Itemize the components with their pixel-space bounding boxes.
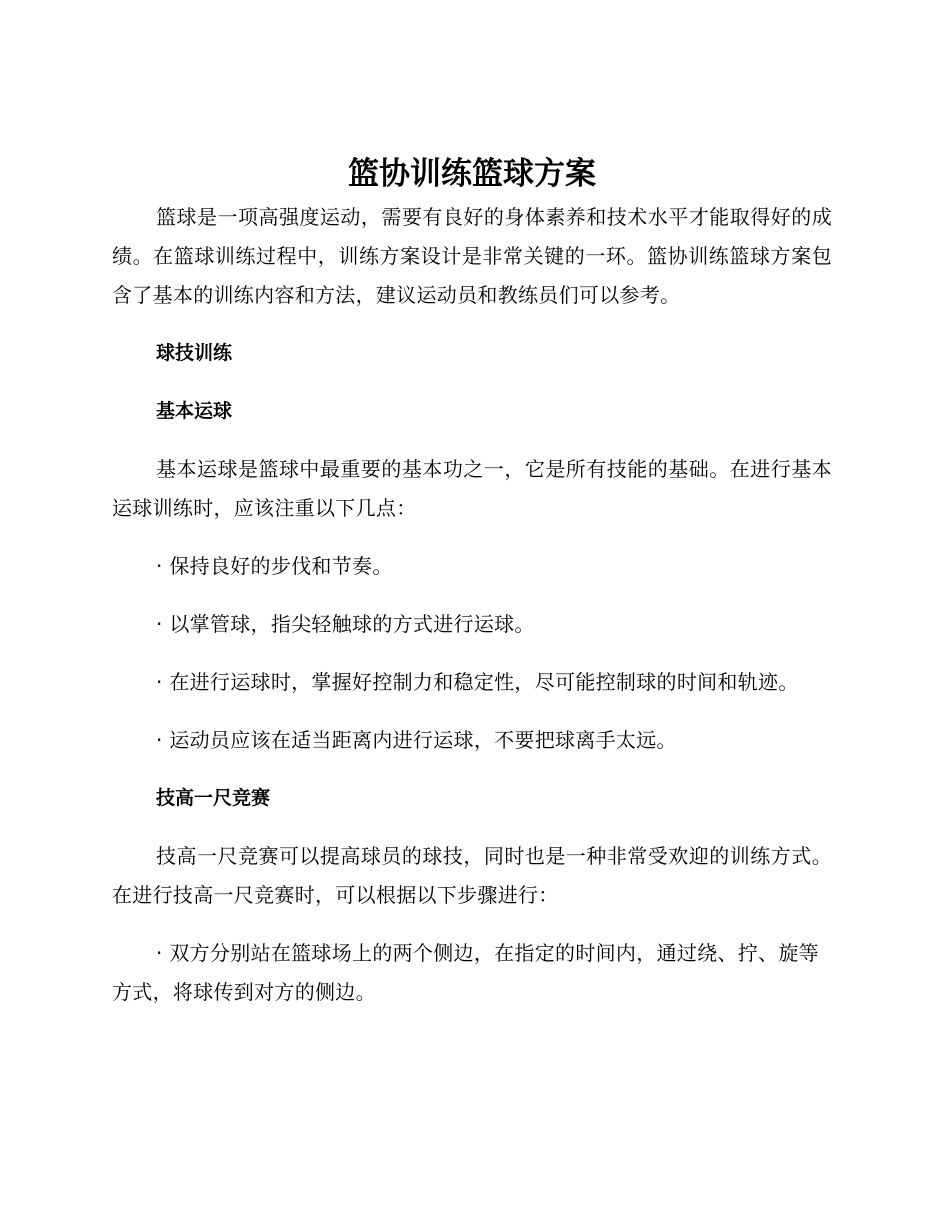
intro-paragraph: 篮球是一项高强度运动，需要有良好的身体素养和技术水平才能取得好的成绩。在篮球训练过程中，训练方案设计是非常关键的一环。篮协训练篮球方案包含了基本的训练内容和方法，建议运动员和教练员们可以参考。 xyxy=(112,205,832,307)
bullet-item: · 保持良好的步伐和节奏。 xyxy=(156,554,393,578)
bullet-item: · 双方分别站在篮球场上的两个侧边，在指定的时间内，通过绕、拧、旋等方式，将球传到对方的侧边。 xyxy=(112,941,819,1004)
bullet-item: · 在进行运球时，掌握好控制力和稳定性，尽可能控制球的时间和轨迹。 xyxy=(156,670,799,694)
document-title: 篮协训练篮球方案 xyxy=(348,156,596,192)
document-page xyxy=(112,148,832,1031)
subheading-skill-competition: 技高一尺竞赛 xyxy=(156,787,271,809)
basic-dribbling-description: 基本运球是篮球中最重要的基本功之一，它是所有技能的基础。在进行基本运球训练时，应该注重以下几点： xyxy=(112,457,832,520)
section-heading-skill-training: 球技训练 xyxy=(156,342,233,364)
subheading-basic-dribbling: 基本运球 xyxy=(156,400,233,422)
skill-competition-description: 技高一尺竞赛可以提高球员的球技，同时也是一种非常受欢迎的训练方式。在进行技高一尺竞赛时，可以根据以下步骤进行： xyxy=(112,844,832,907)
bullet-item: · 以掌管球，指尖轻触球的方式进行运球。 xyxy=(156,612,535,636)
bullet-item: · 运动员应该在适当距离内进行运球，不要把球离手太远。 xyxy=(156,728,677,752)
